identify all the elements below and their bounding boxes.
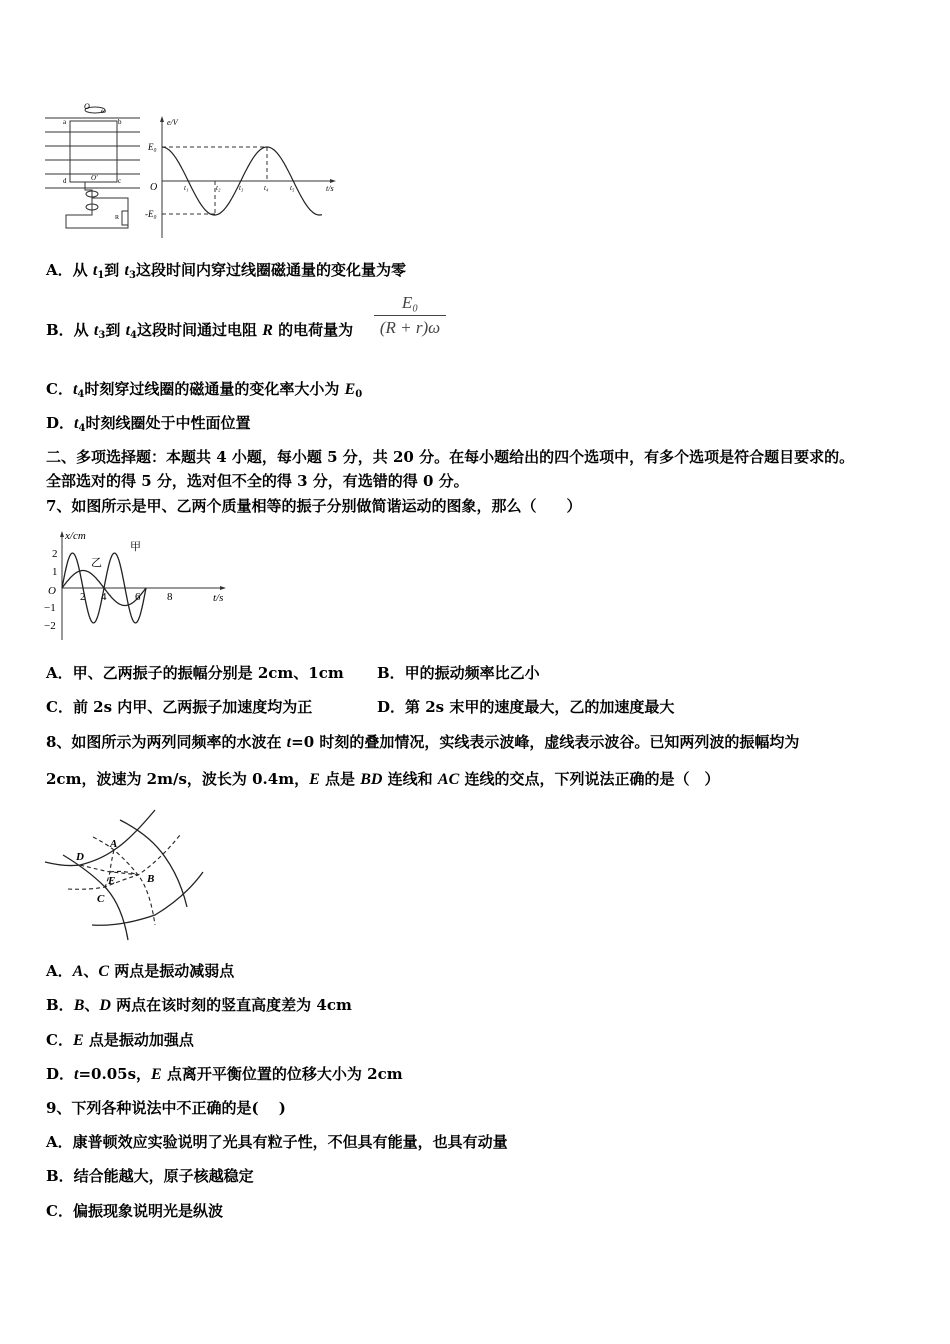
subscript: 1 xyxy=(97,270,105,281)
q9-stem xyxy=(46,1098,286,1118)
text-segment: D． xyxy=(46,414,75,432)
math-variable: t xyxy=(93,322,99,339)
subscript: 4 xyxy=(78,423,86,434)
text-segment: B． xyxy=(46,996,74,1014)
math-variable: D xyxy=(99,997,111,1014)
text-segment: 的电荷量为 xyxy=(272,321,354,339)
q8-stem-line1 xyxy=(46,732,799,753)
q7-option-a xyxy=(46,663,344,683)
fraction-numerator: E₀ xyxy=(374,293,446,316)
figure-label: 6 xyxy=(135,591,141,603)
figure-label: t/s xyxy=(326,184,334,193)
text-segment: 二、多项选择题：本题共 4 小题，每小题 5 分，共 20 分。在每小题给出的四个选项中，有多个选项是符合题目要求的。 xyxy=(46,448,855,466)
q9-option-a xyxy=(46,1132,508,1152)
math-variable: t xyxy=(74,1066,79,1083)
text-segment: 连线和 xyxy=(382,770,438,788)
text-segment: C．偏振现象说明光是纵波 xyxy=(46,1202,223,1220)
text-segment: D． xyxy=(46,1065,75,1083)
text-segment: 全部选对的得 5 分，选对但不全的得 3 分，有选错的得 0 分。 xyxy=(46,472,469,490)
text-segment: C． xyxy=(46,380,73,398)
text-segment: B．从 xyxy=(46,321,94,339)
figure-label: 8 xyxy=(167,591,173,603)
text-segment: 这段时间通过电阻 xyxy=(136,321,263,339)
subscript: 3 xyxy=(128,270,136,281)
figure-label: b xyxy=(118,118,122,126)
coil xyxy=(70,121,117,182)
math-variable: t xyxy=(286,734,292,751)
q6-option-a xyxy=(46,260,406,286)
text-segment: C．前 2s 内甲、乙两振子加速度均为正 xyxy=(46,698,313,716)
figure-label: 乙 xyxy=(91,557,102,569)
figure-label: -E₀ xyxy=(145,209,157,219)
text-segment: 到 xyxy=(105,321,126,339)
math-variable: t xyxy=(125,322,131,339)
text-segment: A． xyxy=(46,962,73,980)
text-segment: 这段时间内穿过线圈磁通量的变化量为零 xyxy=(135,261,406,279)
math-variable: E xyxy=(344,381,356,398)
figure-label: d xyxy=(63,177,67,185)
q6-option-b xyxy=(46,320,353,346)
text-segment: 时刻线圈处于中性面位置 xyxy=(85,414,251,432)
text-segment: 、 xyxy=(83,962,99,980)
text-segment: 点是 xyxy=(319,770,361,788)
crest-lines xyxy=(45,810,203,940)
figure-label: O xyxy=(48,585,56,597)
text-segment: 两点是振动减弱点 xyxy=(109,962,235,980)
figure-label: E xyxy=(108,875,116,887)
text-segment: 、 xyxy=(84,996,100,1014)
text-segment: 点是振动加强点 xyxy=(83,1031,194,1049)
math-variable: t xyxy=(92,262,98,279)
figure-label: B xyxy=(147,873,155,885)
q8-stem-line2 xyxy=(46,769,719,790)
text-segment: B．甲的振动频率比乙小 xyxy=(377,664,540,682)
text-segment: =0 时刻的叠加情况，实线表示波峰，虚线表示波谷。已知两列波的振幅均为 xyxy=(291,733,800,751)
subscript: 4 xyxy=(130,330,137,341)
figure-label: t₃ xyxy=(239,184,244,192)
figure-label: 4 xyxy=(101,591,107,603)
figure-label: A xyxy=(110,838,118,850)
q9-option-b xyxy=(46,1166,254,1186)
figure-label: e/V xyxy=(167,118,178,127)
figure-label: t/s xyxy=(213,592,224,604)
figure-label: 2 xyxy=(80,591,86,603)
wave-interference-figure xyxy=(0,800,240,950)
math-variable: B xyxy=(73,997,85,1014)
q9-option-c xyxy=(46,1201,223,1221)
figure-label: R xyxy=(115,215,120,221)
text-segment: A．康普顿效应实验说明了光具有粒子性，不但具有能量，也具有动量 xyxy=(46,1133,508,1151)
subscript: 3 xyxy=(98,330,106,341)
text-segment: A．从 xyxy=(46,261,93,279)
text-segment: D．第 2s 末甲的速度最大，乙的加速度最大 xyxy=(377,698,675,716)
figure-label: O′ xyxy=(91,174,98,182)
text-segment: C． xyxy=(46,1031,73,1049)
text-segment: A．甲、乙两振子的振幅分别是 2cm、1cm xyxy=(46,664,344,682)
figure-label: −1 xyxy=(44,602,56,614)
figure-label: E₀ xyxy=(148,142,157,152)
q8-option-b xyxy=(46,995,352,1016)
q7-option-d xyxy=(377,697,674,717)
figure-label: t₄ xyxy=(264,184,269,192)
figure-label: 1 xyxy=(52,566,58,578)
text-segment: =0.05s， xyxy=(78,1065,152,1083)
figure-label: a xyxy=(63,118,67,126)
section-heading xyxy=(46,447,854,467)
q7-option-c xyxy=(46,697,312,717)
text-segment: 到 xyxy=(104,261,125,279)
trough-lines xyxy=(68,835,180,925)
text-segment: 2cm，波速为 2m/s，波长为 0.4m， xyxy=(46,770,310,788)
figure-label: 2 xyxy=(52,548,58,560)
figure-label: t₂ xyxy=(216,184,221,192)
text-segment: 8、如图所示为两列同频率的水波在 xyxy=(46,733,287,751)
figure-label: ω xyxy=(101,107,106,115)
figure-label: D xyxy=(76,851,84,863)
text-segment: 连线的交点，下列说法正确的是（ ） xyxy=(459,770,720,788)
subscript: 0 xyxy=(355,389,363,400)
math-variable: E xyxy=(151,1066,162,1083)
math-variable: AC xyxy=(437,771,460,788)
charge-fraction xyxy=(374,293,446,338)
text-segment: 7、如图所示是甲、乙两个质量相等的振子分别做简谐运动的图象，那么（ ） xyxy=(46,497,582,515)
text-segment: 点离开平衡位置的位移大小为 2cm xyxy=(161,1065,403,1083)
figure-label: O xyxy=(84,102,90,111)
math-variable: E xyxy=(72,1032,84,1049)
math-variable: A xyxy=(72,963,84,980)
q8-option-a xyxy=(46,961,234,982)
figure-label: c xyxy=(118,177,122,185)
math-variable: R xyxy=(262,322,273,339)
text-segment: 9、下列各种说法中不正确的是( ) xyxy=(46,1099,286,1117)
math-variable: BD xyxy=(360,771,383,788)
text-segment: B．结合能越大，原子核越稳定 xyxy=(46,1167,254,1185)
text-segment: 两点在该时刻的竖直高度差为 4cm xyxy=(110,996,352,1014)
math-variable: C xyxy=(98,963,109,980)
resistor xyxy=(122,211,128,225)
subscript: 4 xyxy=(77,389,85,400)
generator-figure xyxy=(0,0,950,250)
math-variable: E xyxy=(309,771,320,788)
figure-label: C xyxy=(97,893,105,905)
q6-option-d xyxy=(46,413,250,439)
section-instructions xyxy=(46,471,469,491)
figure-label: 甲 xyxy=(130,541,141,553)
math-variable: t xyxy=(74,415,79,432)
q6-option-c xyxy=(46,379,362,405)
figure-label: t₁ xyxy=(184,184,189,192)
math-variable: t xyxy=(124,262,129,279)
text-segment: 时刻穿过线圈的磁通量的变化率大小为 xyxy=(84,380,345,398)
figure-label: −2 xyxy=(44,620,56,632)
figure-label: x/cm xyxy=(65,530,86,542)
figure-label: O xyxy=(150,182,158,193)
math-variable: t xyxy=(72,381,78,398)
fraction-denominator: (R + r)ω xyxy=(379,318,441,337)
figure-label: t₅ xyxy=(290,184,295,192)
oscillation-figure xyxy=(0,510,260,650)
q7-option-b xyxy=(377,663,540,683)
q8-option-c xyxy=(46,1030,194,1051)
q8-option-d xyxy=(46,1064,403,1085)
